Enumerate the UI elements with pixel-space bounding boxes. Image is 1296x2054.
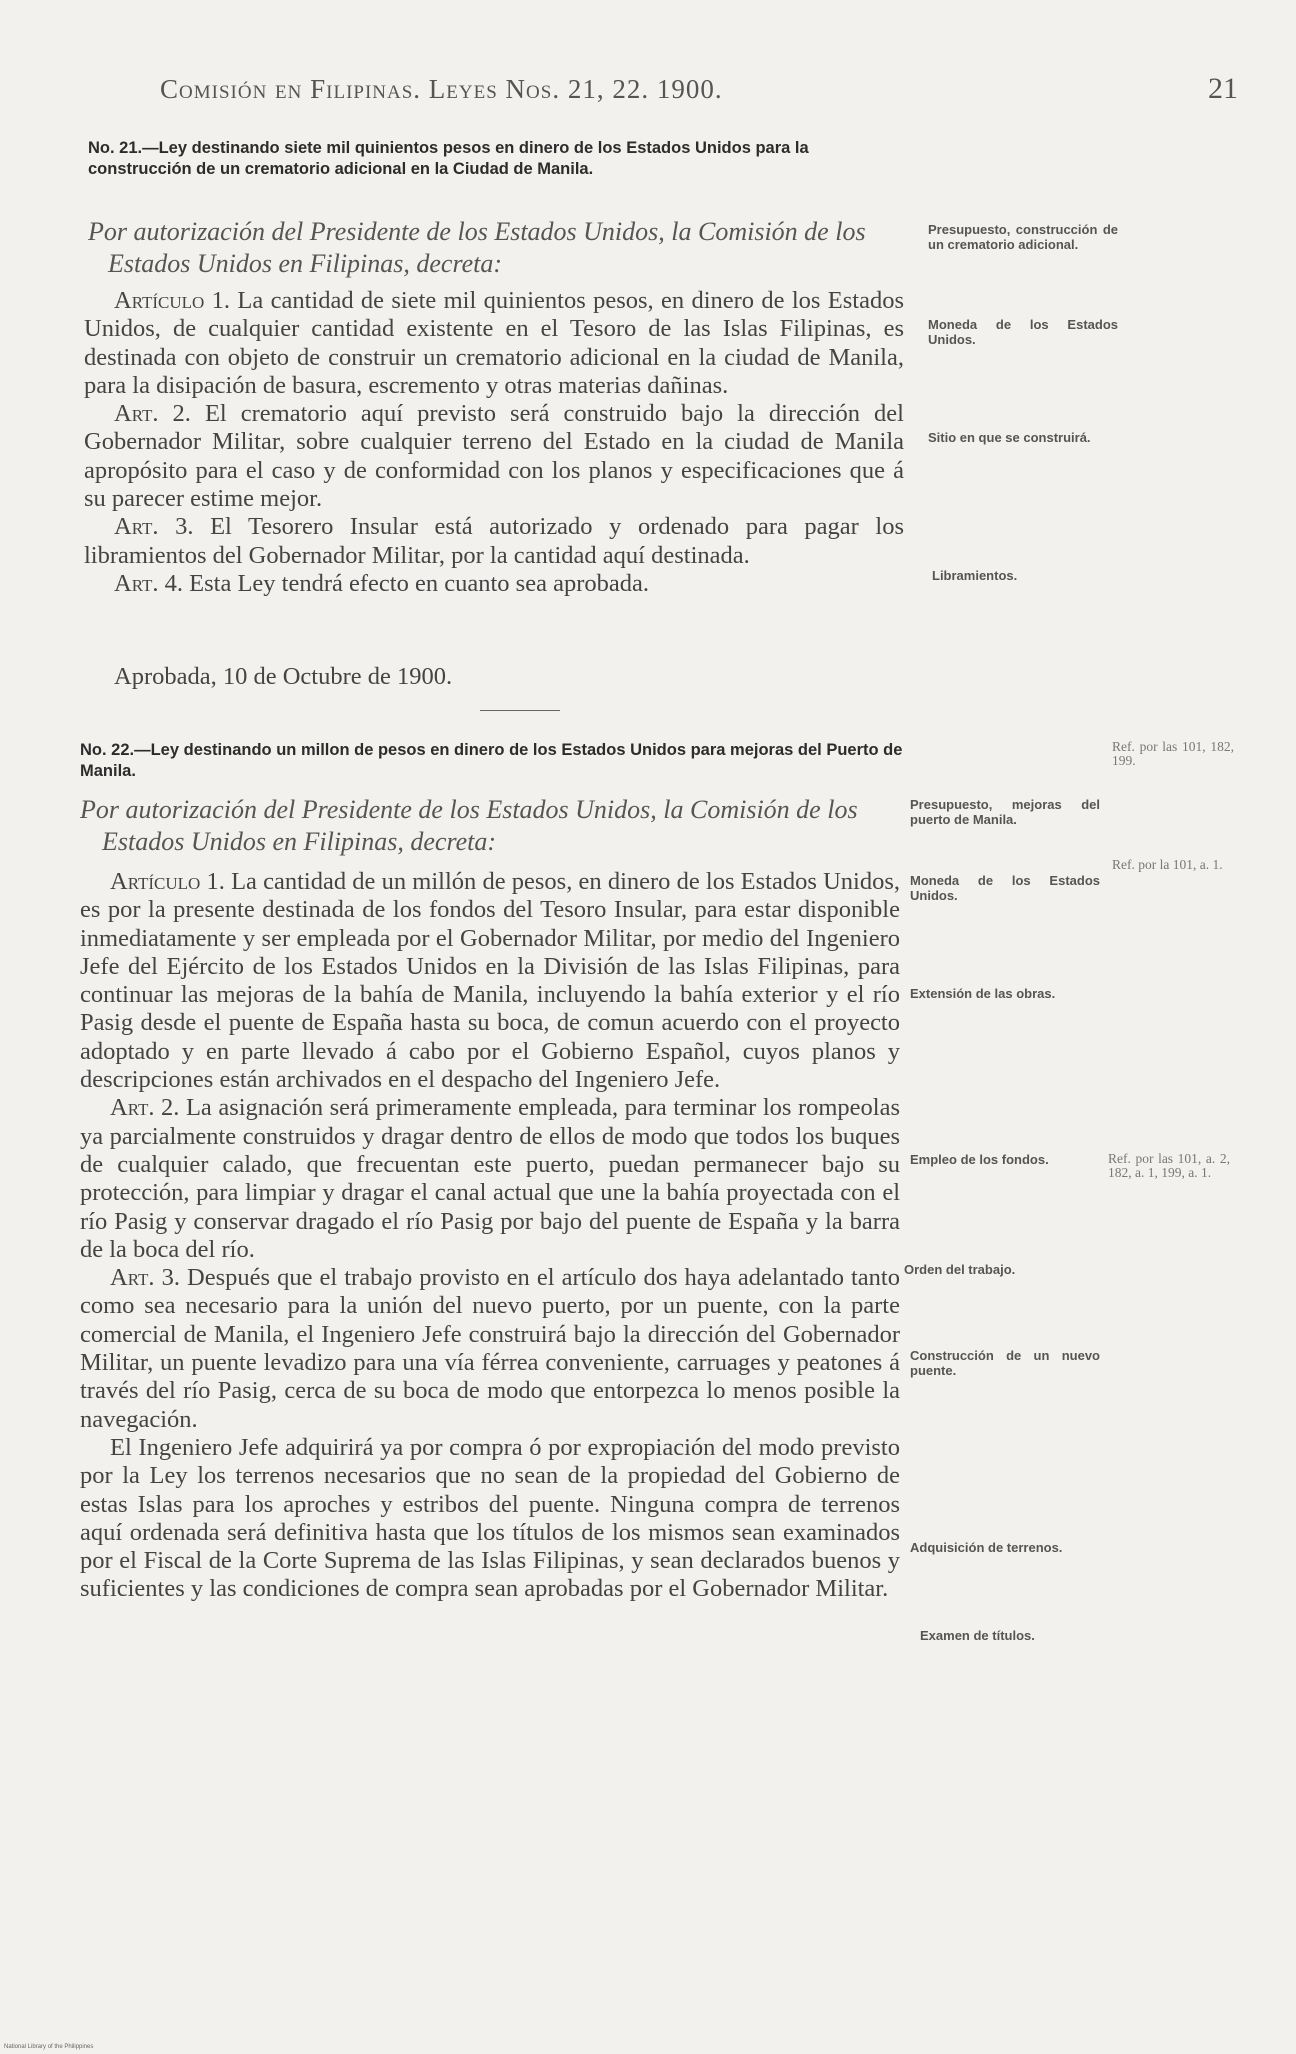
article-text: Después que el trabajo provisto en el artículo dos haya adelantado tanto como sea necesario para la unión del nuevo puerto, por un puente, con la parte comercial de Manila, el Ingeniero Jefe construirá bajo la dirección del Gobernador Militar, un puente levadizo para una vía férrea conveniente, carruages y peatones á través del río Pasig, cerca de su boca de modo que entorpezca lo menos posible la navegación. xyxy=(80,1264,900,1433)
article-label: Art. 3. xyxy=(114,513,194,541)
law21-margin-note-1: Presupuesto, construcción de un crematorio adicional. xyxy=(928,222,1118,252)
article-label: Art. 3. xyxy=(110,1264,180,1292)
article-text: El Tesorero Insular está autorizado y ordenado para pagar los libramientos del Gobernador Militar, por la cantidad aquí destinada. xyxy=(84,513,904,569)
law22-reference-1: Ref. por las 101, 182, 199. xyxy=(1112,739,1234,768)
law21-body xyxy=(84,287,904,598)
law22-paragraph-4: El Ingeniero Jefe adquirirá ya por compra ó por expropiación del modo previsto por la Ley los terrenos necesarios que no sean de la propiedad del Gobierno de estas Islas para los aproches y estribos del puente. Ninguna compra de terrenos aquí ordenada será definitiva hasta que los títulos de los mismos sean examinados por el Fiscal de la Corte Suprema de las Islas Filipinas, y sean declarados buenos y suficientes y las condiciones de compra sean aprobadas por el Gobernador Militar. xyxy=(80,1433,900,1603)
article-text: La cantidad de un millón de pesos, en dinero de los Estados Unidos, es por la presente destinada de los fondos del Tesoro Insular, para estar disponible inmediatamente y ser empleada por el Gobernador Militar, por medio del Ingeniero Jefe del Ejército de los Estados Unidos en la División de las Islas Filipinas, para continuar las mejoras de la bahía de Manila, incluyendo la bahía exterior y el río Pasig desde el puente de España hasta su boca, de comun acuerdo con el proyecto adoptado y en parte llevado á cabo por el Gobierno Español, cuyos planos y descripciones están archivados en el despacho del Ingeniero Jefe. xyxy=(80,868,900,1094)
law21-heading: No. 21.—Ley destinando siete mil quinientos pesos en dinero de los Estados Unidos para la construcción de un crematorio adicional en la Ciudad de Manila. xyxy=(88,139,809,178)
law21-article-2 xyxy=(84,400,904,513)
article-text: La cantidad de siete mil quinientos pesos, en dinero de los Estados Unidos, de cualquier cantidad existente en el Tesoro de las Islas Filipinas, es destinada con objeto de construir un crematorio adicional en la ciudad de Manila, para la disipación de basura, escremento y otras materias dañinas. xyxy=(84,287,904,399)
article-label: Art. 2. xyxy=(110,1094,180,1122)
law21-article-4 xyxy=(84,570,904,598)
law22-margin-note-4: Empleo de los fondos. xyxy=(910,1152,1049,1167)
law22-margin-note-3: Extensión de las obras. xyxy=(910,986,1056,1001)
section-divider xyxy=(480,710,560,711)
law22-reference-3: Ref. por las 101, a. 2, 182, a. 1, 199, a. 1. xyxy=(1108,1151,1230,1180)
law22-heading: No. 22.—Ley destinando un millon de pesos en dinero de los Estados Unidos para mejoras del Puerto de Manila. xyxy=(80,741,903,780)
scan-credit: National Library of the Philippines xyxy=(4,2044,94,2050)
article-text: El crematorio aquí previsto será construido bajo la dirección del Gobernador Militar, sobre cualquier terreno del Estado en la ciudad de Manila apropósito para el caso y de conformidad con los planos y especificaciones que á su parecer estime mejor. xyxy=(84,400,904,513)
law22-body xyxy=(80,868,900,1604)
law21-margin-note-4: Libramientos. xyxy=(932,568,1018,583)
law22-margin-note-2: Moneda de los Estados Unidos. xyxy=(910,873,1100,903)
article-label: Art. 4. xyxy=(114,569,184,597)
article-text: La asignación será primeramente empleada, para terminar los rompeolas ya parcialmente construidos y dragar dentro de ellos de modo que todos los buques de cualquier calado, que frecuentan este puerto, puedan permanecer bajo su protección, para limpiar y dragar el canal actual que une la bahía proyectada con el río Pasig y conservar dragado el río Pasig por bajo del puente de España y la barra de la boca del río. xyxy=(80,1094,900,1263)
law22-article-3 xyxy=(80,1264,900,1434)
law21-approved: Aprobada, 10 de Octubre de 1900. xyxy=(114,663,453,690)
law22-preamble: Por autorización del Presidente de los Estados Unidos, la Comisión de los Estados Unidos en Filipinas, decreta: xyxy=(80,795,858,856)
law22-margin-note-5: Orden del trabajo. xyxy=(904,1262,1016,1277)
law21-margin-note-2: Moneda de los Estados Unidos. xyxy=(928,317,1118,347)
law21-article-1 xyxy=(84,287,904,400)
article-text: Esta Ley tendrá efecto en cuanto sea aprobada. xyxy=(189,569,649,597)
law22-margin-note-6: Construcción de un nuevo puente. xyxy=(910,1348,1100,1378)
article-label: Artículo 1. xyxy=(110,868,225,895)
law22-reference-2: Ref. por la 101, a. 1. xyxy=(1112,857,1223,872)
law22-article-1 xyxy=(80,868,900,1094)
law22-margin-note-8: Examen de títulos. xyxy=(920,1628,1035,1643)
page-number: 21 xyxy=(1208,72,1238,105)
article-label: Art. 2. xyxy=(114,400,191,428)
law22-margin-note-1: Presupuesto, mejoras del puerto de Manila. xyxy=(910,797,1100,827)
running-header: Comisión en Filipinas. Leyes Nos. 21, 22. 1900. xyxy=(160,74,723,104)
law21-margin-note-3: Sitio en que se construirá. xyxy=(928,430,1091,445)
law22-margin-note-7: Adquisición de terrenos. xyxy=(910,1540,1063,1555)
law21-preamble: Por autorización del Presidente de los Estados Unidos, la Comisión de los Estados Unidos en Filipinas, decreta: xyxy=(88,217,866,278)
law22-article-2 xyxy=(80,1094,900,1264)
article-label: Artículo 1. xyxy=(114,287,231,314)
law21-article-3 xyxy=(84,513,904,570)
